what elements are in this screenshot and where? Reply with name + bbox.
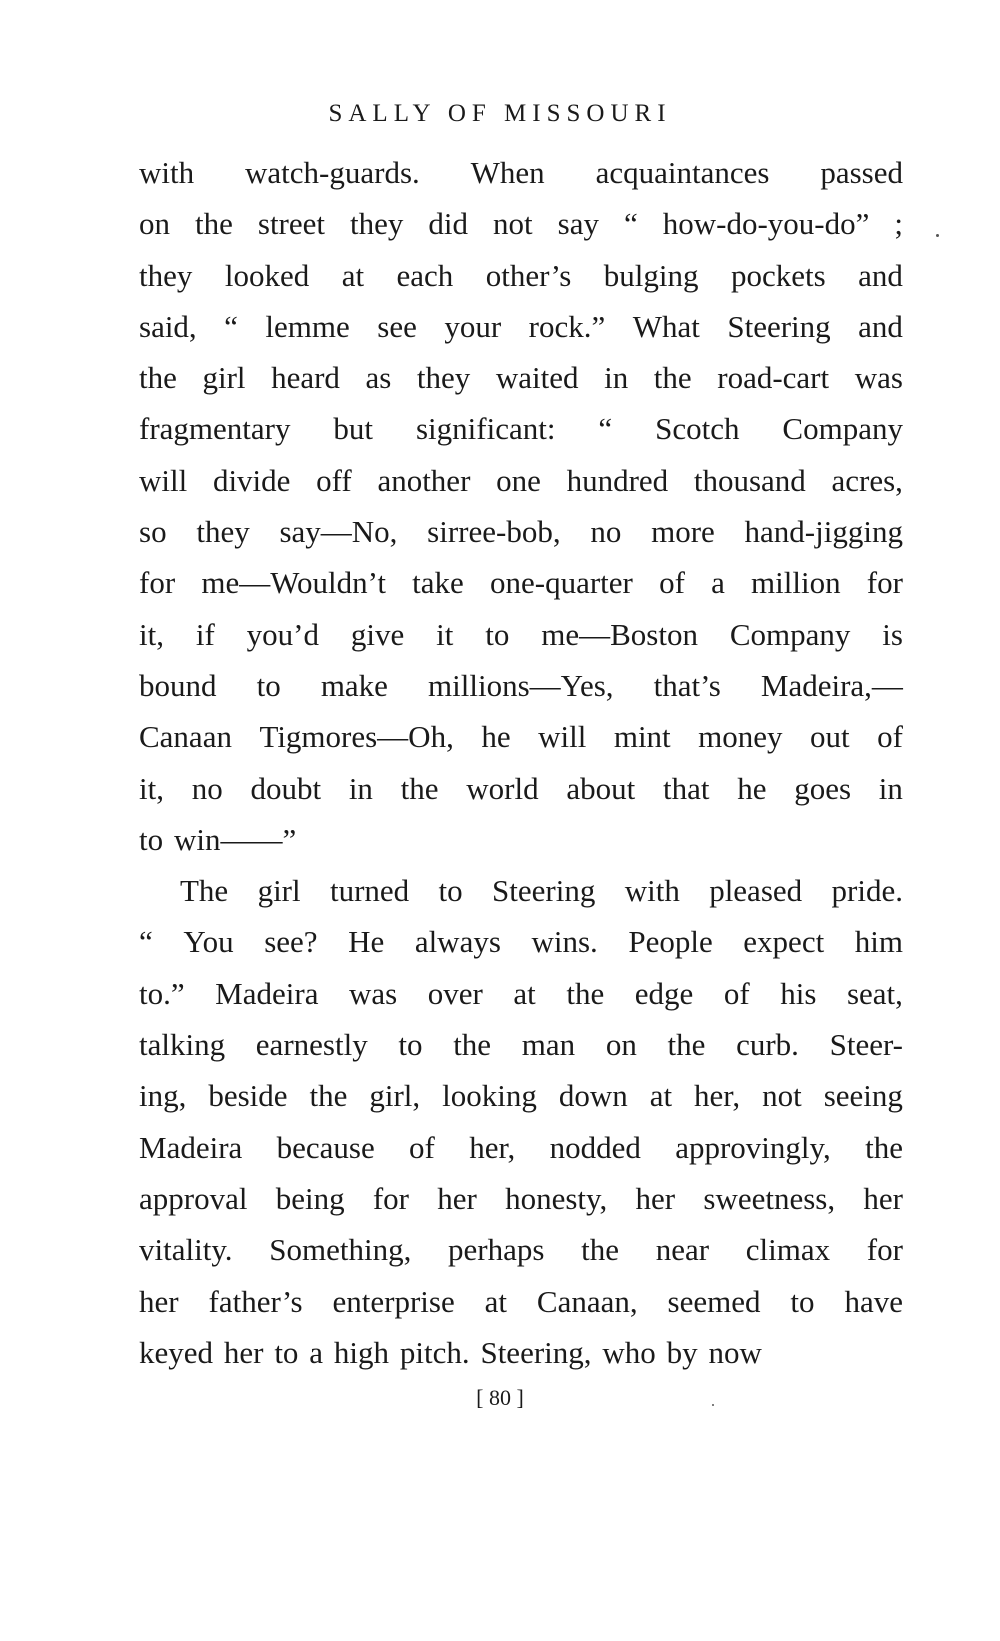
word: say bbox=[557, 206, 599, 242]
word: ; bbox=[894, 206, 903, 242]
word: Canaan, bbox=[536, 1283, 638, 1319]
text-line bbox=[139, 814, 903, 865]
word: bulging bbox=[603, 257, 699, 293]
word: his bbox=[780, 975, 817, 1011]
word: her bbox=[223, 1334, 264, 1370]
word: it bbox=[436, 616, 454, 652]
word: how-do-you-do” bbox=[662, 206, 870, 242]
word: Steering, bbox=[480, 1334, 592, 1370]
word: in bbox=[604, 360, 629, 396]
word: to bbox=[438, 873, 463, 909]
word: near bbox=[655, 1232, 710, 1268]
word: was bbox=[349, 975, 398, 1011]
word: that’s bbox=[653, 667, 721, 703]
word: Madeira bbox=[139, 1129, 243, 1165]
word: seat, bbox=[846, 975, 903, 1011]
word: at bbox=[513, 975, 536, 1011]
word: is bbox=[882, 616, 903, 652]
text-line bbox=[139, 403, 903, 454]
text-line bbox=[139, 1122, 903, 1173]
word: down bbox=[558, 1078, 628, 1114]
word: a bbox=[711, 565, 725, 601]
word: Company bbox=[729, 616, 851, 652]
word: at bbox=[341, 257, 365, 293]
word: mint bbox=[613, 719, 671, 755]
word: see bbox=[377, 308, 417, 344]
text-line bbox=[139, 916, 903, 967]
word: high bbox=[333, 1334, 390, 1370]
word: her, bbox=[469, 1129, 516, 1165]
word: “ bbox=[598, 411, 613, 447]
word: to bbox=[274, 1334, 299, 1370]
word: say—No, bbox=[279, 514, 398, 550]
text-line bbox=[139, 250, 903, 301]
word: Steer- bbox=[829, 1027, 903, 1063]
word: vitality. bbox=[139, 1232, 233, 1268]
word: earnestly bbox=[255, 1027, 368, 1063]
running-head: SALLY OF MISSOURI bbox=[328, 100, 672, 127]
word: by bbox=[666, 1334, 698, 1370]
word: of bbox=[409, 1129, 435, 1165]
word: road-cart bbox=[717, 360, 830, 396]
word: “ bbox=[224, 308, 238, 344]
word: another bbox=[377, 462, 471, 498]
word: out bbox=[810, 719, 850, 755]
text-line bbox=[139, 660, 903, 711]
word: for bbox=[866, 1232, 903, 1268]
word: nodded bbox=[549, 1129, 641, 1165]
word: him bbox=[854, 924, 903, 960]
word: thousand bbox=[693, 462, 806, 498]
text-line bbox=[139, 1327, 903, 1378]
word: Steering bbox=[492, 873, 596, 909]
word: lemme bbox=[265, 308, 350, 344]
word: You bbox=[183, 924, 234, 960]
word: as bbox=[365, 360, 392, 396]
word: win——” bbox=[173, 821, 297, 857]
word: significant: bbox=[415, 411, 556, 447]
word: the bbox=[453, 1027, 492, 1063]
word: one-quarter bbox=[490, 565, 633, 601]
word: waited bbox=[495, 360, 579, 396]
word: was bbox=[854, 360, 903, 396]
word: her bbox=[139, 1283, 179, 1319]
word: Canaan bbox=[139, 719, 232, 755]
word: enterprise bbox=[332, 1283, 455, 1319]
text-line bbox=[139, 609, 903, 660]
word: for bbox=[866, 565, 903, 601]
word: world bbox=[466, 770, 539, 806]
word: money bbox=[698, 719, 783, 755]
word: no bbox=[590, 514, 622, 550]
word: hundred bbox=[566, 462, 669, 498]
word: divide bbox=[212, 462, 291, 498]
word: the bbox=[139, 360, 177, 396]
text-line bbox=[139, 455, 903, 506]
word: approval bbox=[139, 1180, 248, 1216]
word: the bbox=[566, 975, 605, 1011]
word: looking bbox=[442, 1078, 537, 1114]
text-line bbox=[139, 1019, 903, 1070]
word: to.” bbox=[139, 975, 185, 1011]
word: to bbox=[790, 1283, 815, 1319]
word: always bbox=[414, 924, 501, 960]
word: make bbox=[320, 667, 388, 703]
text-line bbox=[139, 198, 903, 249]
word: because bbox=[276, 1129, 375, 1165]
word: The bbox=[180, 873, 229, 909]
word: acquaintances bbox=[595, 155, 770, 190]
word: the bbox=[865, 1129, 903, 1165]
text-line bbox=[139, 865, 903, 916]
text-line bbox=[139, 352, 903, 403]
word: millions—Yes, bbox=[428, 667, 614, 703]
word: your bbox=[444, 308, 502, 344]
word: that bbox=[662, 770, 710, 806]
word: approvingly, bbox=[675, 1129, 831, 1165]
word: at bbox=[484, 1283, 508, 1319]
word: on bbox=[139, 206, 170, 242]
word: hand-jigging bbox=[744, 514, 903, 550]
text-line bbox=[139, 763, 903, 814]
word: to bbox=[139, 821, 164, 857]
word: climax bbox=[745, 1232, 831, 1268]
word: with bbox=[139, 155, 195, 190]
word: so bbox=[139, 514, 167, 550]
word: and bbox=[858, 257, 903, 293]
word: if bbox=[195, 616, 215, 652]
word: edge bbox=[634, 975, 694, 1011]
word: seemed bbox=[667, 1283, 761, 1319]
word: expect bbox=[743, 924, 825, 960]
word: in bbox=[348, 770, 373, 806]
word: one bbox=[496, 462, 541, 498]
word: girl, bbox=[369, 1078, 421, 1114]
print-speck bbox=[936, 234, 939, 237]
word: father’s bbox=[208, 1283, 303, 1319]
word: not bbox=[493, 206, 533, 242]
word: more bbox=[651, 514, 715, 550]
word: they bbox=[196, 514, 250, 550]
word: but bbox=[333, 411, 374, 447]
word: People bbox=[628, 924, 713, 960]
word: over bbox=[427, 975, 483, 1011]
word: they bbox=[139, 257, 193, 293]
word: for bbox=[139, 565, 176, 601]
word: goes bbox=[794, 770, 852, 806]
word: take bbox=[412, 565, 464, 601]
word: you’d bbox=[246, 616, 319, 652]
word: the bbox=[309, 1078, 348, 1114]
word: her, bbox=[694, 1078, 741, 1114]
word: million bbox=[751, 565, 841, 601]
word: seeing bbox=[823, 1078, 903, 1114]
text-line bbox=[139, 1070, 903, 1121]
word: it, bbox=[139, 770, 164, 806]
word: turned bbox=[329, 873, 410, 909]
word: to bbox=[256, 667, 281, 703]
word: of bbox=[659, 565, 685, 601]
text-line bbox=[139, 557, 903, 608]
word: Steering bbox=[727, 308, 831, 344]
word: pitch. bbox=[399, 1334, 470, 1370]
word: Madeira bbox=[215, 975, 319, 1011]
text-line bbox=[139, 711, 903, 762]
word: Scotch bbox=[655, 411, 740, 447]
word: street bbox=[257, 206, 326, 242]
word: passed bbox=[820, 155, 903, 190]
word: When bbox=[470, 155, 545, 190]
word: the bbox=[653, 360, 692, 396]
word: being bbox=[275, 1180, 345, 1216]
text-line bbox=[139, 506, 903, 557]
word: perhaps bbox=[448, 1232, 545, 1268]
word: a bbox=[309, 1334, 324, 1370]
word: pleased bbox=[709, 873, 803, 909]
word: with bbox=[624, 873, 680, 909]
word: Something, bbox=[269, 1232, 412, 1268]
word: ing, bbox=[139, 1078, 187, 1114]
word: they bbox=[416, 360, 471, 396]
word: he bbox=[481, 719, 511, 755]
word: pockets bbox=[730, 257, 826, 293]
word: girl bbox=[202, 360, 246, 396]
word: the bbox=[581, 1232, 619, 1268]
word: “ bbox=[139, 924, 153, 960]
text-line bbox=[139, 147, 903, 198]
word: bound bbox=[139, 667, 217, 703]
text-line bbox=[139, 1173, 903, 1224]
word: no bbox=[191, 770, 223, 806]
word: of bbox=[877, 719, 903, 755]
word: at bbox=[649, 1078, 673, 1114]
word: who bbox=[602, 1334, 656, 1370]
word: did bbox=[428, 206, 469, 242]
word: talking bbox=[139, 1027, 226, 1063]
word: heard bbox=[271, 360, 340, 396]
word: to bbox=[398, 1027, 423, 1063]
word: the bbox=[195, 206, 233, 242]
word: girl bbox=[257, 873, 301, 909]
word: it, bbox=[139, 616, 164, 652]
text-line bbox=[139, 301, 903, 352]
text-line bbox=[139, 1276, 903, 1327]
word: Madeira,— bbox=[760, 667, 903, 703]
word: her bbox=[437, 1180, 477, 1216]
word: wins. bbox=[531, 924, 598, 960]
word: me—Wouldn’t bbox=[201, 565, 386, 601]
word: curb. bbox=[736, 1027, 799, 1063]
word: on bbox=[605, 1027, 637, 1063]
text-line bbox=[139, 1224, 903, 1275]
word: honesty, bbox=[505, 1180, 608, 1216]
word: her bbox=[635, 1180, 676, 1216]
word: man bbox=[521, 1027, 576, 1063]
word: about bbox=[566, 770, 636, 806]
word: watch-guards. bbox=[245, 155, 420, 190]
word: will bbox=[538, 719, 587, 755]
word: have bbox=[844, 1283, 903, 1319]
word: off bbox=[316, 462, 352, 498]
word: each bbox=[396, 257, 454, 293]
word: “ bbox=[623, 206, 638, 242]
word: rock.” bbox=[528, 308, 606, 344]
word: looked bbox=[224, 257, 310, 293]
word: not bbox=[762, 1078, 802, 1114]
body-text bbox=[139, 147, 903, 1378]
word: doubt bbox=[250, 770, 322, 806]
word: keyed bbox=[139, 1334, 214, 1370]
word: her bbox=[863, 1180, 903, 1216]
word: he bbox=[737, 770, 767, 806]
word: beside bbox=[208, 1078, 288, 1114]
word: of bbox=[723, 975, 750, 1011]
word: sweetness, bbox=[703, 1180, 836, 1216]
word: sirree-bob, bbox=[427, 514, 561, 550]
word: Tigmores—Oh, bbox=[259, 719, 454, 755]
word: the bbox=[400, 770, 439, 806]
word: He bbox=[348, 924, 385, 960]
word: the bbox=[667, 1027, 706, 1063]
word: for bbox=[372, 1180, 409, 1216]
word: said, bbox=[139, 308, 197, 344]
page-number: [ 80 ] bbox=[476, 1385, 524, 1410]
word: me—Boston bbox=[541, 616, 698, 652]
word: Company bbox=[782, 411, 903, 447]
word: other’s bbox=[485, 257, 572, 293]
word: in bbox=[878, 770, 903, 806]
word: now bbox=[708, 1334, 762, 1370]
word: acres, bbox=[831, 462, 903, 498]
word: and bbox=[858, 308, 903, 344]
word: pride. bbox=[831, 873, 903, 909]
word: they bbox=[350, 206, 404, 242]
word: will bbox=[139, 462, 188, 498]
word: fragmentary bbox=[139, 411, 291, 447]
word: to bbox=[485, 616, 510, 652]
text-line bbox=[139, 968, 903, 1019]
word: What bbox=[632, 308, 700, 344]
word: give bbox=[350, 616, 405, 652]
print-speck bbox=[712, 1404, 714, 1406]
word: see? bbox=[264, 924, 318, 960]
